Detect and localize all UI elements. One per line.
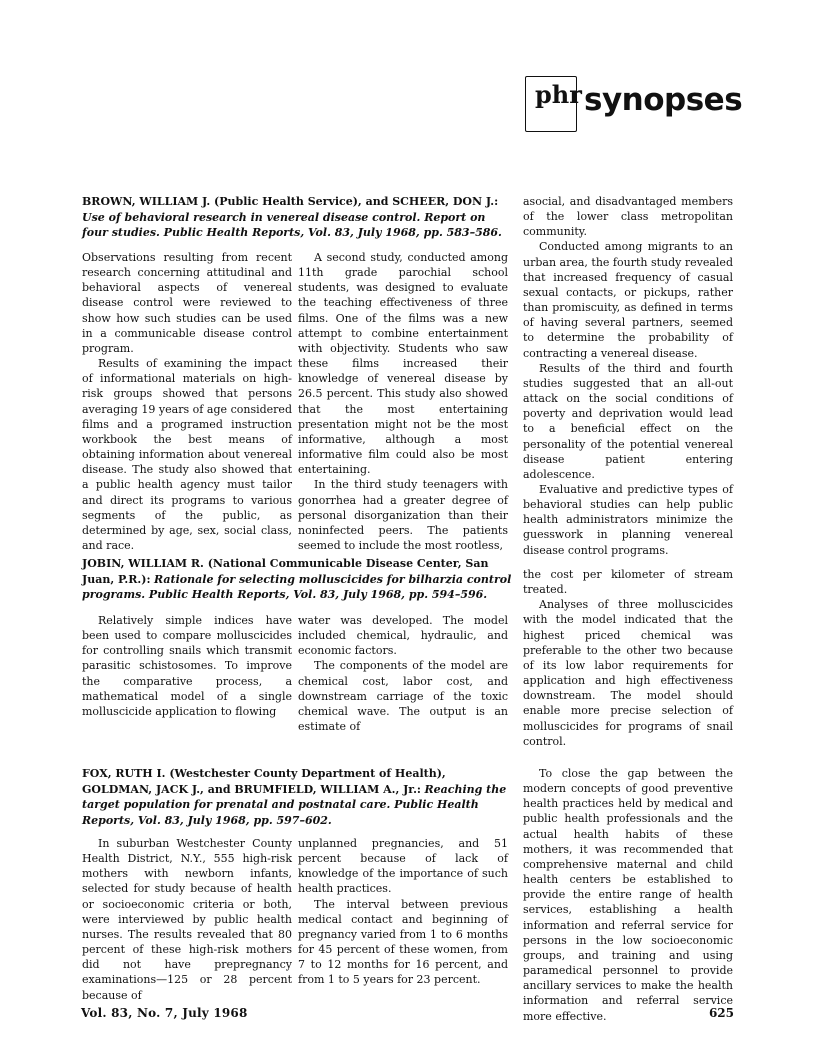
- paragraph: Observations resulting from recent research concerning attitudinal and behavioral aspects of venereal disease control were reviewed to show how such studies can be used in a communicable disease control program.: [82, 251, 292, 355]
- paragraph: Results of the third and fourth studies suggested that an all-out attack on the social conditions of poverty and deprivation would lead to a beneficial effect on the personality of the potential venereal disease patient entering adolescence.: [523, 361, 733, 481]
- footer-issue: Vol. 83, No. 7, July 1968: [81, 1006, 248, 1020]
- paragraph: A second study, conducted among 11th grade parochial school students, was designed to evaluate the teaching effectiveness of three films. One of the films was a new attempt to combine entertainment with objectivity. Students who saw these films increased their knowledge of venereal disease by 26.5 percent. This study also showed that the most entertaining presentation might not be the most informative, although a most informative film could also be most entertaining.: [298, 251, 508, 477]
- paragraph: In suburban Westchester County Health District, N.Y., 555 high-risk mothers with newborn infants, selected for study because of health or socioeconomic criteria or both, were interviewed by public health nurses. The results revealed that 80 percent of these high-risk mothers did not have prepregnancy examinations—125 or 28 percent because of: [82, 837, 292, 1002]
- paragraph: To close the gap between the modern concepts of good preventive health practices held by medical and public health professionals and the actual health habits of these mothers, it was recommended that comprehensive maternal and child health centers be established to provide the entire range of health services, establishing a health information and referral service for persons in the low socioeconomic groups, and training and using paramedical personnel to provide ancillary services to make the health information and referral service more effective.: [523, 767, 733, 1023]
- article-1-authors: BROWN, WILLIAM J. (Public Health Service), and SCHEER, DON J.:: [82, 195, 499, 208]
- logo-mark: phr: [535, 80, 582, 109]
- paragraph: Results of examining the impact of informational materials on high-risk groups showed that persons averaging 19 years of age considered films and a programed instruction workbook the best means of obtaining information about venereal disease. The study also showed that a public health agency must tailor and direct its programs to various segments of the public, as determined by age, sex, social class, and race.: [82, 357, 292, 552]
- paragraph: Conducted among migrants to an urban area, the fourth study revealed that increased frequency of casual sexual contacts, or pickups, rather than promiscuity, as defined in terms of having several partners, seemed to determine the probability of contracting a venereal disease.: [523, 240, 733, 360]
- article-3-authors: FOX, RUTH I. (Westchester County Department of Health), GOLDMAN, JACK J., and BRUMFIELD, WILLIAM A., Jr.:: [82, 767, 446, 796]
- article-3-col-3: [523, 766, 733, 1024]
- article-3-col-2: [298, 836, 508, 988]
- paragraph: Relatively simple indices have been used to compare molluscicides for controlling snails which transmit parasitic schistosomes. To improve the comparative process, a mathematical model of a single molluscicide application to flowing: [82, 614, 292, 718]
- page-number: 625: [708, 1006, 734, 1020]
- phr-logo: [525, 76, 743, 132]
- article-2-authors: JOBIN, WILLIAM R. (National Communicable Disease Center, San Juan, P.R.):: [82, 557, 489, 586]
- paragraph: Evaluative and predictive types of behavioral studies can help public health administrators minimize the guesswork in planning venereal disease control programs.: [523, 482, 733, 557]
- article-2-title: Rationale for selecting molluscicides for bilharzia control programs. Public Health Reports, Vol. 83, July 1968, pp. 594–596.: [82, 572, 512, 602]
- paragraph: water was developed. The model included chemical, hydraulic, and economic factors.: [298, 614, 508, 658]
- paragraph: Analyses of three molluscicides with the model indicated that the highest priced chemical was preferable to the other two because of its low labor requirements for application and high effectiveness downstream. The model should enable more precise selection of molluscicides for programs of snail control.: [523, 598, 733, 748]
- paragraph: unplanned pregnancies, and 51 percent because of lack of knowledge of the importance of such health practices.: [298, 837, 508, 896]
- article-1-col-2: [298, 250, 508, 553]
- article-1-header: [82, 194, 512, 241]
- paragraph: asocial, and disadvantaged members of the lower class metropolitan community.: [523, 195, 733, 239]
- paragraph: the cost per kilometer of stream treated.: [523, 568, 733, 597]
- article-3-header: [82, 766, 512, 828]
- article-1-title: Use of behavioral research in venereal disease control. Report on four studies. Public Health Reports, Vol. 83, July 1968, pp. 583–586.: [82, 210, 502, 240]
- article-2-header: [82, 556, 512, 603]
- article-2-col-1: [82, 613, 292, 719]
- paragraph: In the third study teenagers with gonorrhea had a greater degree of personal disorganization than their noninfected peers. The patients seemed to include the most rootless,: [298, 478, 508, 552]
- article-3-col-1: [82, 836, 292, 1003]
- article-2-col-3: [523, 567, 733, 749]
- article-3-title: Reaching the target population for prenatal and postnatal care. Public Health Reports, Vol. 83, July 1968, pp. 597–602.: [82, 782, 507, 827]
- paragraph: The interval between previous medical contact and beginning of pregnancy varied from 1 to 6 months for 45 percent of these women, from 7 to 12 months for 16 percent, and from 1 to 5 years for 23 percent.: [298, 897, 508, 987]
- article-2-col-2: [298, 613, 508, 734]
- article-1-col-3: [523, 194, 733, 558]
- paragraph: The components of the model are chemical cost, labor cost, and downstream carriage of the toxic chemical wave. The output is an estimate of: [298, 659, 508, 734]
- logo-word: synopses: [584, 82, 743, 118]
- logo-box: [525, 76, 582, 132]
- article-1-col-1: [82, 250, 292, 553]
